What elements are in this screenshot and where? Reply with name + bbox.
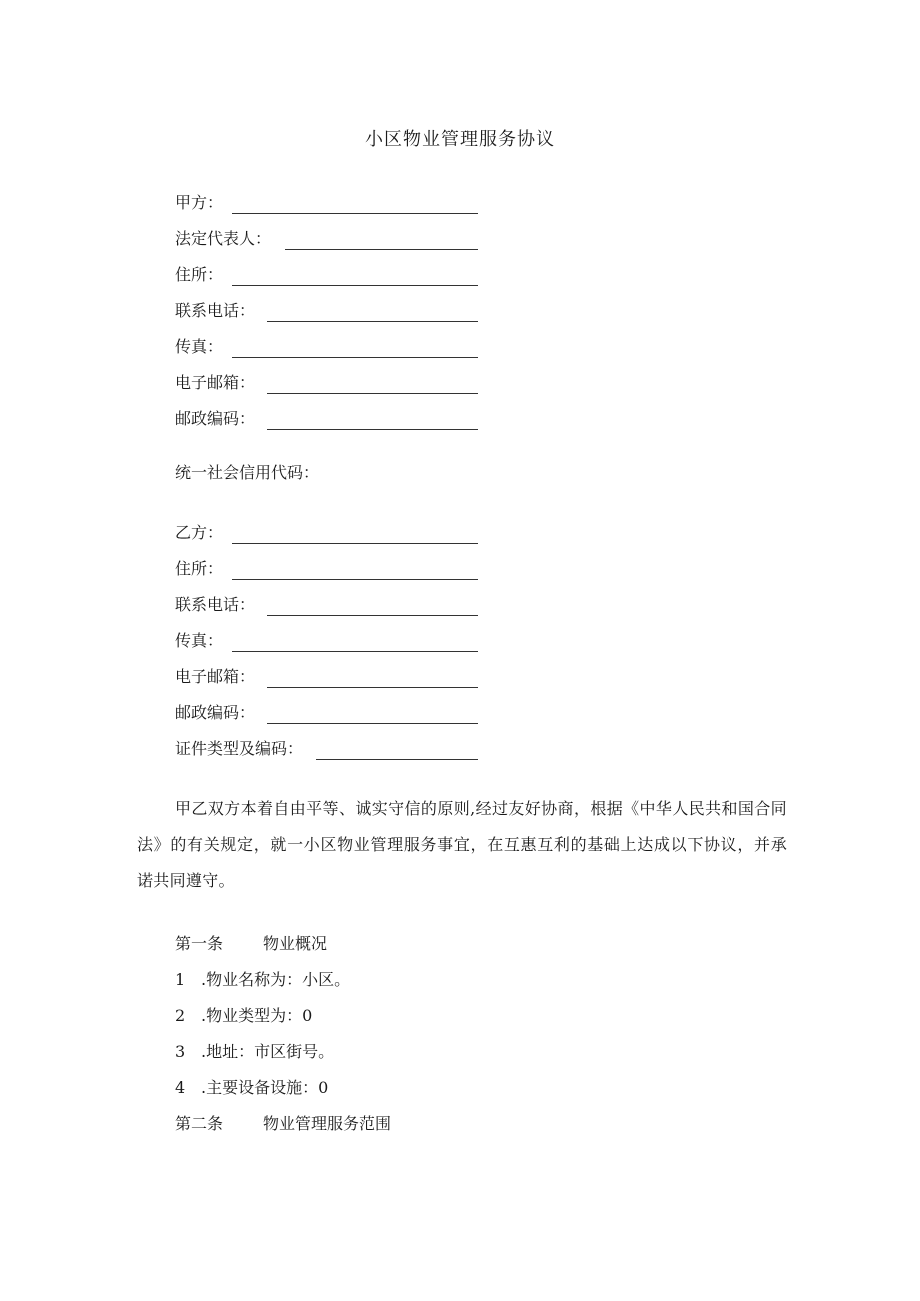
party-a-legal-rep-label: 法定代表人： (175, 229, 272, 248)
article-1-item (175, 1003, 312, 1026)
party-b-name-label: 乙方： (175, 523, 224, 542)
party-a-phone-label: 联系电话： (175, 301, 256, 320)
party-a-credit-code-label: 统一社会信用代码： (175, 463, 320, 482)
item-number: 1 (175, 970, 186, 989)
article-2-heading (175, 1111, 391, 1134)
party-b-id-field (175, 736, 303, 762)
article-2-number: 第二条 (175, 1114, 224, 1133)
item-text: .物业名称为：小区。 (201, 970, 351, 989)
item-text: .主要设备设施：0 (201, 1078, 329, 1097)
party-b-postcode-field (175, 700, 255, 726)
document-title: 小区物业管理服务协议 (365, 129, 555, 150)
article-1-item (175, 1039, 334, 1062)
party-a-address-label: 住所： (175, 265, 224, 284)
article-1-heading (175, 931, 327, 954)
party-a-credit-code-field (175, 460, 319, 486)
party-a-phone-blank (267, 321, 478, 322)
party-b-address-blank (232, 579, 478, 580)
party-b-email-field (175, 664, 255, 690)
item-number: 4 (175, 1078, 186, 1097)
party-b-id-label: 证件类型及编码： (175, 739, 304, 758)
party-b-address-field (175, 556, 223, 582)
party-a-fax-blank (232, 357, 478, 358)
party-a-legal-rep-blank (285, 249, 478, 250)
party-a-name-label: 甲方： (175, 193, 224, 212)
party-b-name-field (175, 520, 223, 546)
article-2-title: 物业管理服务范围 (263, 1114, 392, 1133)
party-b-address-label: 住所： (175, 559, 224, 578)
party-a-postcode-label: 邮政编码： (175, 409, 256, 428)
party-a-name-blank (232, 213, 478, 214)
party-b-name-blank (232, 543, 478, 544)
party-a-email-blank (267, 393, 478, 394)
party-b-id-blank (316, 759, 478, 760)
party-a-phone-field (175, 298, 255, 324)
party-a-address-field (175, 262, 223, 288)
party-b-email-label: 电子邮箱： (175, 667, 256, 686)
party-a-address-blank (232, 285, 478, 286)
party-b-fax-blank (232, 651, 478, 652)
item-text: .地址：市区街号。 (201, 1042, 335, 1061)
article-1-title: 物业概况 (263, 934, 328, 953)
party-a-postcode-blank (267, 429, 478, 430)
party-a-fax-field (175, 334, 223, 360)
party-b-phone-label: 联系电话： (175, 595, 256, 614)
party-b-phone-field (175, 592, 255, 618)
party-b-postcode-label: 邮政编码： (175, 703, 256, 722)
article-1-item (175, 967, 350, 990)
party-b-fax-label: 传真： (175, 631, 224, 650)
item-number: 3 (175, 1042, 186, 1061)
article-1-item (175, 1075, 328, 1098)
party-a-postcode-field (175, 406, 255, 432)
article-1-number: 第一条 (175, 934, 224, 953)
party-a-email-field (175, 370, 255, 396)
party-a-name-field (175, 190, 223, 216)
item-number: 2 (175, 1006, 186, 1025)
party-a-legal-rep-field (175, 226, 271, 252)
party-a-email-label: 电子邮箱： (175, 373, 256, 392)
party-b-postcode-blank (267, 723, 478, 724)
party-a-fax-label: 传真： (175, 337, 224, 356)
party-b-fax-field (175, 628, 223, 654)
item-text: .物业类型为：0 (201, 1006, 313, 1025)
party-b-phone-blank (267, 615, 478, 616)
preamble-paragraph: 甲乙双方本着自由平等、诚实守信的原则,经过友好协商，根据《中华人民共和国合同法》的有关规定，就一小区物业管理服务事宜，在互惠互利的基础上达成以下协议，并承诺共同遵守。 (137, 799, 787, 890)
party-b-email-blank (267, 687, 478, 688)
